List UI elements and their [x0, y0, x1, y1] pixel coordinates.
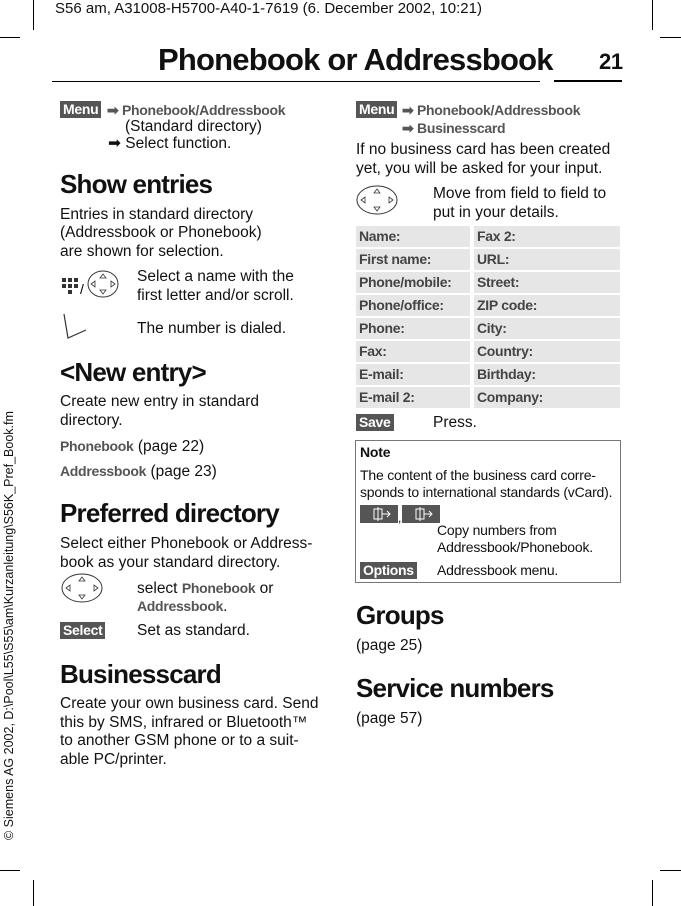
text: (Addressbook or Phonebook): [60, 224, 262, 241]
text: Addressbook/Phonebook.: [437, 539, 593, 555]
page-ref[interactable]: (page 25): [356, 637, 423, 654]
field-label: URL:: [474, 249, 620, 270]
field-label: E-mail:: [356, 364, 470, 385]
text: sponds to international standards (vCard).: [360, 484, 613, 500]
link-label: Phonebook: [60, 438, 134, 454]
text: If no business card has been created: [356, 141, 611, 158]
page-ref: (page 22): [133, 438, 205, 455]
field-label: Street:: [474, 272, 620, 293]
text: book as your standard directory.: [60, 554, 281, 571]
text: put in your details.: [433, 204, 559, 221]
text: Create your own business card. Send: [60, 695, 319, 712]
text: are shown for selection.: [60, 243, 224, 260]
field-label: ZIP code:: [474, 295, 620, 316]
copy-keys-icon: [360, 505, 444, 525]
field-label: Country:: [474, 341, 620, 362]
text: Set as standard.: [137, 622, 250, 639]
text: or: [255, 580, 274, 597]
svg-text:,: ,: [398, 511, 402, 525]
field-label: Birthday:: [474, 364, 620, 385]
text: first letter and/or scroll.: [137, 287, 294, 304]
menu-path: ➡ Phonebook/Addressbook: [402, 102, 581, 118]
text: this by SMS, infrared or Bluetooth™: [60, 714, 308, 731]
heading-preferred-directory: Preferred directory: [60, 498, 279, 528]
note-title: Note: [360, 444, 391, 460]
link-addressbook[interactable]: [60, 462, 217, 481]
text: directory.: [60, 412, 123, 429]
heading-service-numbers: Service numbers: [356, 673, 554, 703]
side-file-path: © Siemens AG 2002, D:\Pool\L55\S55\am\Kurzanleitung\S56K_Pref_Book.fm: [2, 411, 16, 840]
menu-key: Menu: [60, 101, 101, 118]
page-ref: (page 23): [146, 463, 217, 480]
menu-path-note: (Standard directory): [125, 118, 262, 135]
text: Move from field to field to: [433, 185, 607, 202]
title-rule: [52, 81, 540, 82]
text: Create new entry in standard: [60, 393, 260, 410]
keypad-and-nav-icon: [60, 270, 122, 300]
text: Addressbook: [137, 598, 224, 614]
text: to another GSM phone or to a suit-: [60, 732, 299, 749]
text: .: [223, 598, 228, 615]
crop-mark: [652, 0, 653, 30]
crop-mark: [33, 880, 34, 906]
field-label: City:: [474, 318, 620, 339]
text: select: [137, 580, 182, 597]
heading-new-entry: <New entry>: [60, 357, 206, 387]
menu-path: ➡ Phonebook/Addressbook: [107, 102, 286, 118]
crop-mark: [652, 880, 653, 906]
text: Entries in standard directory: [60, 206, 253, 223]
text: able PC/printer.: [60, 751, 167, 768]
text: [137, 579, 273, 598]
page-number: 21: [599, 49, 623, 74]
crop-mark: [33, 0, 34, 30]
nav-key-icon: [355, 185, 399, 215]
text: yet, you will be asked for your input.: [356, 160, 603, 177]
field-label: Phone/mobile:: [356, 272, 470, 293]
options-key: Options: [360, 562, 417, 579]
print-header: S56 am, A31008-H5700-A40-1-7619 (6. December 2002, 10:21): [55, 0, 482, 17]
field-label: First name:: [356, 249, 470, 270]
field-label: Company:: [474, 387, 620, 408]
text: Select a name with the: [137, 268, 294, 285]
note-box: [355, 440, 621, 583]
menu-path-step: ➡ Select function.: [108, 135, 232, 152]
text: [137, 597, 227, 616]
menu-path: ➡ Businesscard: [402, 120, 506, 136]
field-label: Name:: [356, 226, 470, 247]
crop-mark: [660, 37, 681, 38]
text: Copy numbers from: [437, 522, 557, 538]
nav-key-icon: [60, 573, 104, 603]
field-label: E-mail 2:: [356, 387, 470, 408]
heading-show-entries: Show entries: [60, 169, 213, 199]
field-label: Phone:: [356, 318, 470, 339]
field-label: Phone/office:: [356, 295, 470, 316]
link-label: Addressbook: [60, 463, 147, 479]
text: Select either Phonebook or Address-: [60, 535, 313, 552]
crop-mark: [660, 870, 681, 871]
text: Phonebook: [181, 580, 256, 596]
svg-text:/: /: [80, 281, 84, 297]
crop-mark: [0, 870, 20, 871]
link-phonebook[interactable]: [60, 437, 204, 456]
heading-businesscard: Businesscard: [60, 659, 221, 689]
field-label: Fax 2:: [474, 226, 620, 247]
field-label: Fax:: [356, 341, 470, 362]
call-key-icon: [60, 310, 90, 342]
select-key: Select: [60, 622, 105, 639]
text: Press.: [433, 414, 477, 431]
heading-groups: Groups: [356, 600, 444, 630]
page-number-rule: [554, 80, 622, 82]
text: Addressbook menu.: [437, 562, 559, 578]
crop-mark: [0, 37, 20, 38]
page-ref[interactable]: (page 57): [356, 710, 423, 727]
text: The number is dialed.: [137, 320, 287, 337]
menu-key: Menu: [356, 101, 397, 118]
page-title: Phonebook or Addressbook: [158, 42, 553, 77]
text: The content of the business card corre-: [360, 467, 596, 483]
save-key: Save: [356, 414, 394, 431]
